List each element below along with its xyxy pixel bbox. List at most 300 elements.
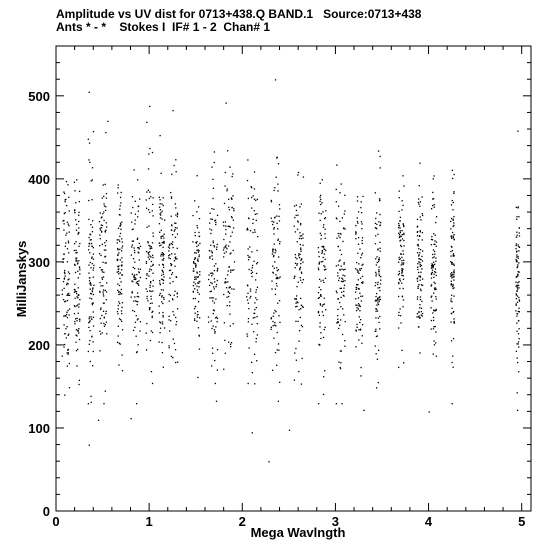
data-point (74, 323, 75, 324)
data-point (212, 300, 213, 301)
data-point (453, 321, 454, 322)
data-point (320, 304, 321, 305)
data-point (323, 394, 324, 395)
data-point (380, 167, 381, 168)
data-point (229, 226, 230, 227)
data-point (435, 268, 436, 269)
data-point (118, 364, 119, 365)
data-point (298, 255, 299, 256)
data-point (159, 283, 160, 284)
data-point (418, 202, 419, 203)
data-point (247, 159, 248, 160)
data-point (339, 302, 340, 303)
data-point (324, 370, 325, 371)
data-point (323, 282, 324, 283)
data-point (359, 316, 360, 317)
data-point (162, 235, 163, 236)
data-point (197, 377, 198, 378)
data-point (148, 225, 149, 226)
data-point (77, 262, 78, 263)
data-point (339, 221, 340, 222)
data-point (253, 313, 254, 314)
data-point (75, 342, 76, 343)
data-point (516, 245, 517, 246)
data-point (63, 288, 64, 289)
data-point (517, 362, 518, 363)
data-point (247, 383, 248, 384)
data-point (118, 228, 119, 229)
data-point (229, 305, 230, 306)
data-point (229, 241, 230, 242)
data-point (150, 248, 151, 249)
data-point (91, 318, 92, 319)
data-point (320, 332, 321, 333)
data-point (257, 262, 258, 263)
data-point (274, 261, 275, 262)
data-point (76, 230, 77, 231)
data-point (338, 235, 339, 236)
data-point (517, 285, 518, 286)
data-point (519, 232, 520, 233)
data-point (76, 320, 77, 321)
data-point (233, 250, 234, 251)
data-point (318, 312, 319, 313)
data-point (360, 319, 361, 320)
data-point (274, 252, 275, 253)
data-point (298, 371, 299, 372)
data-point (90, 396, 91, 397)
data-point (453, 269, 454, 270)
data-point (357, 272, 358, 273)
data-point (363, 410, 364, 411)
data-point (212, 353, 213, 354)
data-point (451, 301, 452, 302)
data-point (380, 283, 381, 284)
data-point (319, 287, 320, 288)
data-point (339, 261, 340, 262)
data-point (225, 245, 226, 246)
data-point (379, 242, 380, 243)
data-point (518, 343, 519, 344)
data-point (361, 282, 362, 283)
data-point (209, 222, 210, 223)
data-point (318, 252, 319, 253)
data-point (417, 252, 418, 253)
data-point (172, 110, 173, 111)
data-point (246, 296, 247, 297)
data-point (226, 102, 227, 103)
data-point (88, 322, 89, 323)
data-point (400, 245, 401, 246)
data-point (67, 350, 68, 351)
data-point (76, 296, 77, 297)
data-point (148, 257, 149, 258)
data-point (217, 280, 218, 281)
data-point (517, 357, 518, 358)
data-point (121, 313, 122, 314)
data-point (297, 229, 298, 230)
data-point (132, 310, 133, 311)
data-point (88, 246, 89, 247)
data-point (272, 266, 273, 267)
data-point (146, 333, 147, 334)
data-point (273, 312, 274, 313)
data-point (224, 253, 225, 254)
data-point (376, 212, 377, 213)
data-point (120, 259, 121, 260)
data-point (102, 285, 103, 286)
data-point (231, 288, 232, 289)
data-point (79, 243, 80, 244)
data-point (68, 354, 69, 355)
data-point (140, 246, 141, 247)
data-point (356, 289, 357, 290)
data-point (174, 253, 175, 254)
data-point (399, 227, 400, 228)
data-point (209, 213, 210, 214)
data-point (78, 221, 79, 222)
data-point (139, 198, 140, 199)
data-point (362, 253, 363, 254)
data-point (214, 288, 215, 289)
data-point (340, 269, 341, 270)
data-point (90, 361, 91, 362)
data-point (403, 299, 404, 300)
data-point (337, 315, 338, 316)
data-point (517, 302, 518, 303)
data-point (516, 298, 517, 299)
data-point (277, 303, 278, 304)
data-point (323, 376, 324, 377)
data-point (297, 321, 298, 322)
data-point (194, 200, 195, 201)
data-point (159, 203, 160, 204)
data-point (74, 284, 75, 285)
data-point (118, 308, 119, 309)
data-point (175, 349, 176, 350)
data-point (360, 306, 361, 307)
data-point (338, 264, 339, 265)
data-point (358, 244, 359, 245)
data-point (78, 227, 79, 228)
data-point (357, 200, 358, 201)
data-point (121, 289, 122, 290)
data-point (212, 259, 213, 260)
data-point (136, 274, 137, 275)
data-point (132, 281, 133, 282)
data-point (432, 300, 433, 301)
data-point (161, 203, 162, 204)
data-point (216, 317, 217, 318)
data-point (148, 168, 149, 169)
data-point (117, 313, 118, 314)
data-point (403, 362, 404, 363)
data-point (159, 232, 160, 233)
data-point (248, 259, 249, 260)
data-point (197, 225, 198, 226)
data-point (159, 197, 160, 198)
data-point (65, 301, 66, 302)
data-point (170, 258, 171, 259)
data-point (233, 323, 234, 324)
data-point (358, 339, 359, 340)
data-point (195, 265, 196, 266)
data-point (118, 187, 119, 188)
data-point (138, 268, 139, 269)
data-point (63, 223, 64, 224)
data-point (340, 306, 341, 307)
data-point (289, 430, 290, 431)
data-point (175, 237, 176, 238)
data-point (63, 316, 64, 317)
data-point (319, 326, 320, 327)
data-point (105, 324, 106, 325)
data-point (355, 232, 356, 233)
data-point (100, 238, 101, 239)
data-point (92, 179, 93, 180)
data-point (279, 300, 280, 301)
data-point (519, 235, 520, 236)
data-point (450, 273, 451, 274)
data-point (213, 309, 214, 310)
data-point (296, 258, 297, 259)
data-point (362, 276, 363, 277)
data-point (139, 243, 140, 244)
data-point (450, 228, 451, 229)
data-point (214, 360, 215, 361)
data-point (163, 197, 164, 198)
data-point (398, 227, 399, 228)
data-point (451, 277, 452, 278)
data-point (323, 315, 324, 316)
data-point (148, 254, 149, 255)
data-point (256, 250, 257, 251)
data-point (103, 220, 104, 221)
data-point (420, 201, 421, 202)
data-point (121, 264, 122, 265)
data-point (516, 331, 517, 332)
data-point (378, 301, 379, 302)
data-point (431, 239, 432, 240)
data-point (294, 276, 295, 277)
data-point (451, 283, 452, 284)
data-point (435, 261, 436, 262)
data-point (217, 215, 218, 216)
data-point (215, 224, 216, 225)
data-point (279, 243, 280, 244)
data-point (324, 233, 325, 234)
data-point (419, 307, 420, 308)
data-point (518, 258, 519, 259)
data-point (319, 262, 320, 263)
data-point (175, 214, 176, 215)
data-point (118, 184, 119, 185)
data-point (79, 273, 80, 274)
data-point (323, 224, 324, 225)
data-point (91, 246, 92, 247)
data-point (65, 212, 66, 213)
data-point (300, 260, 301, 261)
data-point (210, 282, 211, 283)
data-point (173, 165, 174, 166)
data-point (148, 242, 149, 243)
data-point (358, 211, 359, 212)
data-point (355, 238, 356, 239)
data-point (67, 300, 68, 301)
data-point (453, 338, 454, 339)
data-point (362, 324, 363, 325)
data-point (421, 311, 422, 312)
data-point (453, 312, 454, 313)
data-point (69, 363, 70, 364)
data-point (193, 298, 194, 299)
data-point (322, 250, 323, 251)
data-point (172, 234, 173, 235)
data-point (321, 202, 322, 203)
data-point (65, 234, 66, 235)
data-point (132, 244, 133, 245)
data-point (398, 223, 399, 224)
data-point (213, 313, 214, 314)
data-point (92, 304, 93, 305)
data-point (223, 294, 224, 295)
data-point (275, 352, 276, 353)
data-point (377, 302, 378, 303)
data-point (276, 177, 277, 178)
data-point (451, 275, 452, 276)
data-point (69, 273, 70, 274)
data-point (170, 295, 171, 296)
data-point (420, 219, 421, 220)
x-tick-label: 1 (145, 514, 153, 529)
data-point (295, 254, 296, 255)
data-point (336, 189, 337, 190)
data-point (432, 312, 433, 313)
data-point (63, 281, 64, 282)
data-point (169, 301, 170, 302)
data-point (323, 280, 324, 281)
data-point (214, 151, 215, 152)
data-point (208, 274, 209, 275)
data-point (276, 365, 277, 366)
data-point (74, 190, 75, 191)
data-point (518, 328, 519, 329)
data-point (136, 282, 137, 283)
data-point (195, 278, 196, 279)
data-point (99, 267, 100, 268)
data-point (339, 259, 340, 260)
data-point (300, 249, 301, 250)
data-point (64, 270, 65, 271)
data-point (376, 336, 377, 337)
data-point (251, 324, 252, 325)
data-point (272, 272, 273, 273)
data-point (233, 227, 234, 228)
data-point (99, 350, 100, 351)
data-point (421, 284, 422, 285)
data-point (433, 328, 434, 329)
data-point (152, 317, 153, 318)
data-point (104, 249, 105, 250)
data-point (152, 242, 153, 243)
data-point (270, 329, 271, 330)
data-point (161, 279, 162, 280)
data-point (273, 233, 274, 234)
data-point (337, 309, 338, 310)
data-point (336, 201, 337, 202)
data-point (89, 445, 90, 446)
data-point (339, 192, 340, 193)
data-point (256, 338, 257, 339)
data-point (375, 258, 376, 259)
data-point (517, 275, 518, 276)
data-point (398, 367, 399, 368)
data-point (518, 297, 519, 298)
data-point (320, 238, 321, 239)
data-point (64, 201, 65, 202)
data-point (379, 198, 380, 199)
data-point (169, 278, 170, 279)
data-point (118, 271, 119, 272)
data-point (324, 329, 325, 330)
data-point (133, 247, 134, 248)
data-point (299, 238, 300, 239)
data-point (341, 266, 342, 267)
data-point (298, 172, 299, 173)
data-point (251, 270, 252, 271)
data-point (150, 303, 151, 304)
data-point (247, 293, 248, 294)
data-point (209, 285, 210, 286)
data-point (137, 179, 138, 180)
data-point (419, 163, 420, 164)
axis-ticks (28, 46, 531, 529)
data-point (89, 344, 90, 345)
data-point (122, 370, 123, 371)
data-point (518, 338, 519, 339)
data-point (324, 327, 325, 328)
data-point (321, 235, 322, 236)
data-point (450, 321, 451, 322)
data-point (119, 318, 120, 319)
data-point (298, 253, 299, 254)
data-point (163, 265, 164, 266)
data-point (398, 282, 399, 283)
data-point (401, 246, 402, 247)
data-point (93, 285, 94, 286)
data-point (359, 293, 360, 294)
data-point (377, 262, 378, 263)
data-point (231, 342, 232, 343)
data-point (92, 227, 93, 228)
data-point (296, 205, 297, 206)
data-point (162, 312, 163, 313)
data-point (104, 303, 105, 304)
data-point (100, 229, 101, 230)
data-point (93, 267, 94, 268)
data-point (68, 295, 69, 296)
data-point (104, 326, 105, 327)
data-point (163, 276, 164, 277)
data-point (215, 263, 216, 264)
data-point (88, 264, 89, 265)
data-point (65, 315, 66, 316)
data-point (171, 265, 172, 266)
data-point (136, 403, 137, 404)
data-point (356, 310, 357, 311)
data-point (175, 362, 176, 363)
data-point (275, 250, 276, 251)
